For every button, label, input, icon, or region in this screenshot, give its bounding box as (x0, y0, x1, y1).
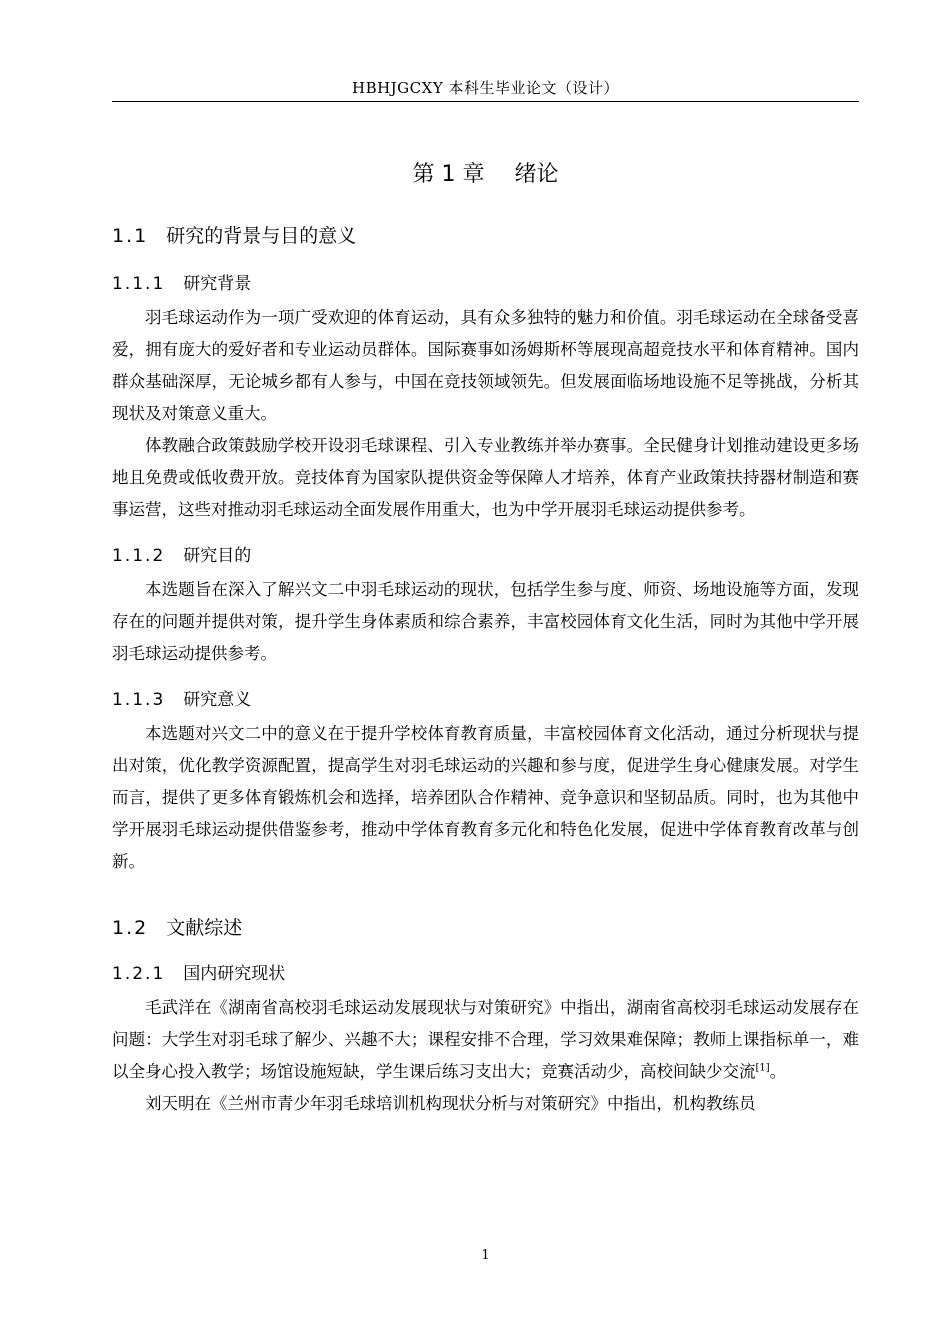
section-number: 1.2 (112, 917, 149, 939)
section-title: 研究的背景与目的意义 (166, 225, 357, 247)
section-number: 1.1.3 (112, 690, 166, 710)
paragraph: 羽毛球运动作为一项广受欢迎的体育运动，具有众多独特的魅力和价值。羽毛球运动在全球备受喜爱，拥有庞大的爱好者和专业运动员群体。国际赛事如汤姆斯杯等展现高超竞技水平和体育精神。国内群众基础深厚，无论城乡都有人参与，中国在竞技领域领先。但发展面临场地设施不足等挑战，分析其现状及对策意义重大。 (112, 308, 859, 423)
section-title: 研究背景 (183, 274, 252, 294)
section-number: 1.2.1 (112, 964, 166, 984)
paragraph: 本选题对兴文二中的意义在于提升学校体育教育质量，丰富校园体育文化活动，通过分析现状与提出对策，优化教学资源配置，提高学生对羽毛球运动的兴趣和参与度，促进学生身心健康发展。对学生而言，提供了更多体育锻炼机会和选择，培养团队合作精神、竞争意识和坚韧品质。同时，也为其他中学开展羽毛球运动提供借鉴参考，推动中学体育教育多元化和特色化发展，促进中学体育教育改革与创新。 (112, 724, 859, 871)
paragraph (112, 992, 859, 1088)
section-heading-1-1 (112, 222, 859, 250)
section-heading-1-1-2 (112, 544, 859, 568)
section-heading-1-2-1 (112, 962, 859, 986)
header-rule (112, 101, 859, 102)
section-number: 1.1.1 (112, 274, 166, 294)
chapter-title (112, 150, 859, 200)
section-heading-1-2 (112, 914, 859, 942)
section-title: 文献综述 (166, 917, 243, 939)
running-header: HBHJGCXY 本科生毕业论文（设计） (351, 79, 619, 97)
section-heading-1-1-3 (112, 688, 859, 712)
section-title: 研究意义 (183, 690, 252, 710)
paragraph: 刘天明在《兰州市青少年羽毛球培训机构现状分析与对策研究》中指出，机构教练员 (145, 1094, 756, 1113)
section-heading-1-1-1 (112, 272, 859, 296)
citation-ref[interactable]: [1] (755, 1062, 770, 1074)
chapter-number: 第 1 章 (412, 162, 485, 187)
page-number: 1 (481, 1248, 490, 1263)
paragraph: 本选题旨在深入了解兴文二中羽毛球运动的现状，包括学生参与度、师资、场地设施等方面，发现存在的问题并提供对策，提升学生身体素质和综合素养，丰富校园体育文化生活，同时为其他中学开展羽毛球运动提供参考。 (112, 580, 859, 663)
section-number: 1.1 (112, 225, 149, 247)
paragraph: 体教融合政策鼓励学校开设羽毛球课程、引入专业教练并举办赛事。全民健身计划推动建设更多场地且免费或低收费开放。竞技体育为国家队提供资金等保障人才培养，体育产业政策扶持器材制造和赛事运营，这些对推动羽毛球运动全面发展作用重大，也为中学开展羽毛球运动提供参考。 (112, 436, 859, 519)
paragraph-end: 。 (769, 1062, 787, 1081)
page-body (112, 150, 859, 1120)
section-title: 研究目的 (183, 546, 252, 566)
section-number: 1.1.2 (112, 546, 166, 566)
section-title: 国内研究现状 (183, 964, 286, 984)
chapter-name: 绪论 (514, 162, 559, 187)
paragraph-text: 毛武洋在《湖南省高校羽毛球运动发展现状与对策研究》中指出，湖南省高校羽毛球运动发展存在问题：大学生对羽毛球了解少、兴趣不大；课程安排不合理，学习效果难保障；教师上课指标单一，难以全身心投入教学；场馆设施短缺，学生课后练习支出大；竞赛活动少，高校间缺少交流 (112, 998, 859, 1081)
